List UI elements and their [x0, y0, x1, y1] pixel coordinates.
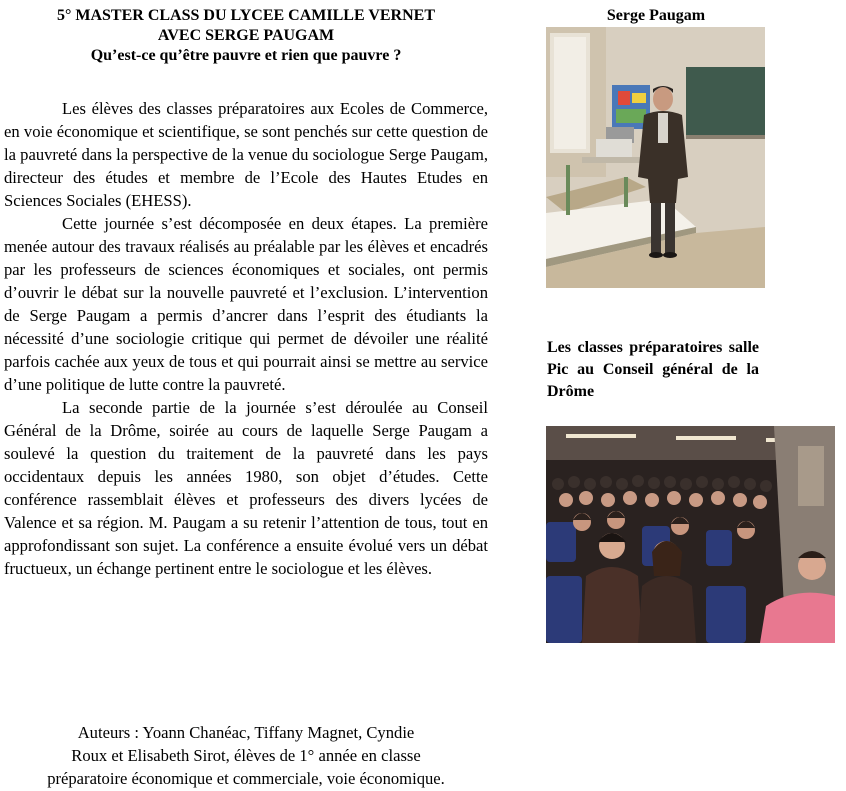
article-body [4, 97, 488, 580]
article-paragraph-1: Les élèves des classes préparatoires aux Ecoles de Commerce, en voie économique et scientifique, se sont penchés sur cette question de la pauvreté dans la perspective de la venue du sociologue Serge Paugam, directeur des études et membre de l’Ecole des Hautes Etudes en Sciences Sociales (EHESS). [4, 99, 488, 210]
speaker-photo [546, 27, 765, 288]
authors-line-3: préparatoire économique et commerciale, voie économique. [47, 769, 445, 788]
authors-line-2: Roux et Elisabeth Sirot, élèves de 1° année en classe [71, 746, 421, 765]
article-paragraph-3: La seconde partie de la journée s’est déroulée au Conseil Général de la Drôme, soirée au cours de laquelle Serge Paugam a soulevé la question du traitement de la pauvreté dans les pays occidentaux depuis les années 1980, son objet d’études. Cette conférence rassemblait élèves et professeurs des divers lycées de Valence et sa région. M. Paugam a su retenir l’attention de tous, tout en approfondissant son sujet. La conférence a ensuite évolué vers un débat fructueux, un échange pertinent entre le sociologue et les élèves. [4, 398, 488, 578]
heading-subtitle: Qu’est-ce qu’être pauvre et rien que pauvre ? [90, 47, 402, 64]
photo-2-caption: Les classes préparatoires salle Pic au Conseil général de la Drôme [547, 339, 759, 400]
article-heading [4, 6, 488, 66]
audience-photo [546, 426, 835, 643]
authors-line-1: Auteurs : Yoann Chanéac, Tiffany Magnet, Cyndie [77, 723, 415, 742]
article-paragraph-2: Cette journée s’est décomposée en deux étapes. La première menée autour des travaux réalisés au préalable par les élèves et encadrés par les professeurs de sciences économiques et sociales, ont permis d’ouvrir le débat sur la nouvelle pauvreté et l’exclusion. L’intervention de Serge Paugam a permis d’ancrer dans l’esprit des étudiants la nécessité d’une sociologie critique qui permet de dévoiler une réalité parfois cachée aux yeux de tous et qui pourrait ainsi se mettre au service d’une politique de lutte contre la pauvreté. [4, 214, 488, 394]
authors-credit [0, 721, 492, 790]
heading-line-2: AVEC SERGE PAUGAM [157, 27, 335, 44]
photo-1-caption: Serge Paugam [606, 7, 706, 24]
heading-line-1: 5° MASTER CLASS DU LYCEE CAMILLE VERNET [56, 7, 436, 24]
